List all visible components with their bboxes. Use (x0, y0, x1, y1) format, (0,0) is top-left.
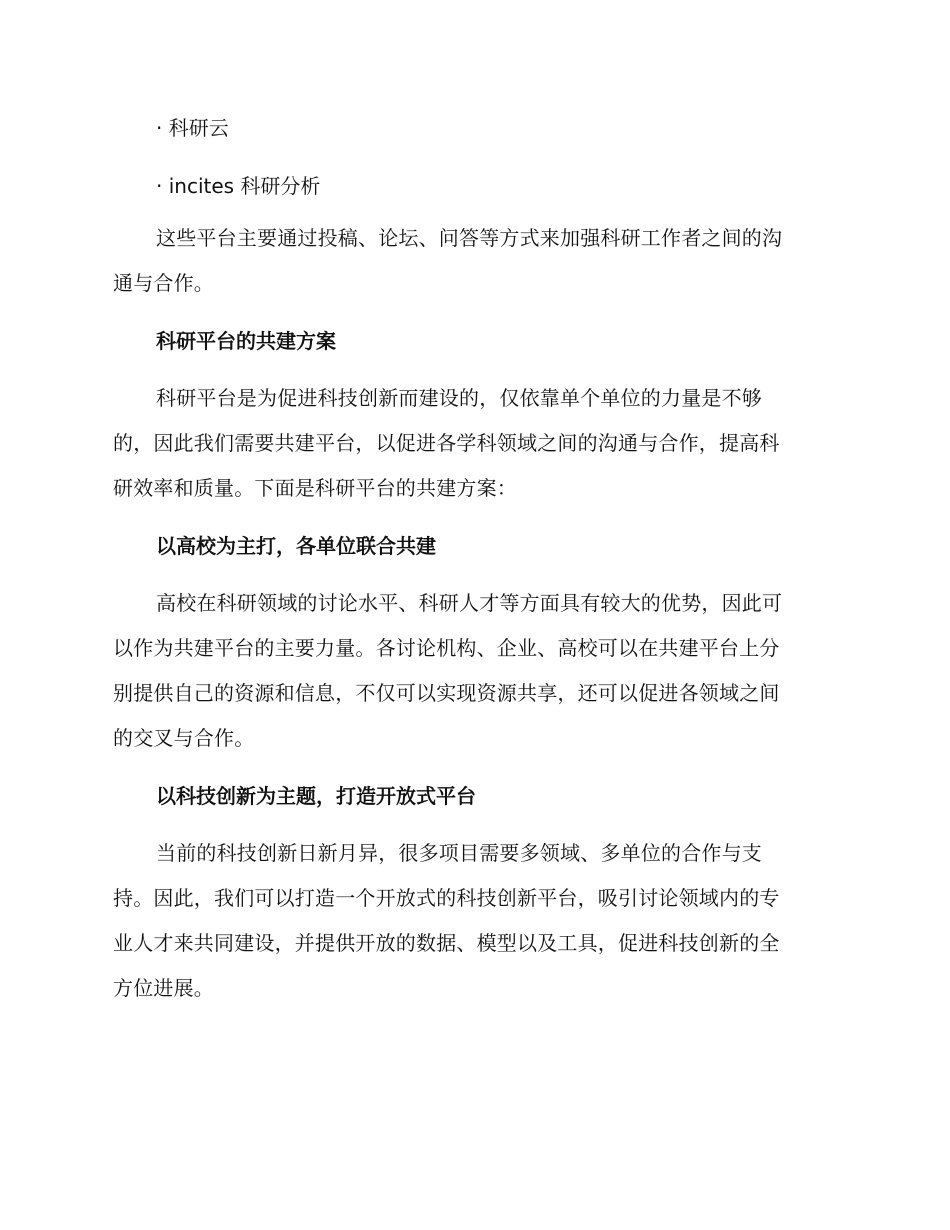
paragraph-line: 的，因此我们需要共建平台，以促进各学科领域之间的沟通与合作，提高科 (113, 431, 780, 455)
document-body (113, 110, 833, 1011)
paragraph-line: 以作为共建平台的主要力量。各讨论机构、企业、高校可以在共建平台上分 (113, 636, 780, 660)
section-heading: 以高校为主打，各单位联合共建 (156, 534, 436, 558)
section-heading: 以科技创新为主题，打造开放式平台 (156, 784, 476, 808)
paragraph-line: 高校在科研领域的讨论水平、科研人才等方面具有较大的优势，因此可 (156, 591, 783, 615)
bullet-item: · incites 科研分析 (156, 174, 321, 198)
bullet-item: · 科研云 (156, 116, 229, 140)
paragraph (113, 376, 833, 511)
paragraph-line: 方位进展。 (113, 976, 214, 1000)
paragraph (113, 216, 833, 306)
paragraph-line: 研效率和质量。下面是科研平台的共建方案： (113, 476, 517, 500)
paragraph-line: 的交叉与合作。 (113, 726, 255, 750)
section-heading: 科研平台的共建方案 (156, 329, 336, 353)
paragraph-line: 当前的科技创新日新月异，很多项目需要多领域、多单位的合作与支 (156, 841, 762, 865)
paragraph-line: 持。因此，我们可以打造一个开放式的科技创新平台，吸引讨论领域内的专 (113, 886, 780, 910)
paragraph (113, 831, 833, 1011)
paragraph-line: 通与合作。 (113, 271, 214, 295)
paragraph-line: 科研平台是为促进科技创新而建设的，仅依靠单个单位的力量是不够 (156, 386, 762, 410)
paragraph (113, 581, 833, 761)
paragraph-line: 别提供自己的资源和信息，不仅可以实现资源共享，还可以促进各领域之间 (113, 681, 780, 705)
paragraph-line: 业人才来共同建设，并提供开放的数据、模型以及工具，促进科技创新的全 (113, 931, 780, 955)
paragraph-line: 这些平台主要通过投稿、论坛、问答等方式来加强科研工作者之间的沟 (156, 226, 783, 250)
